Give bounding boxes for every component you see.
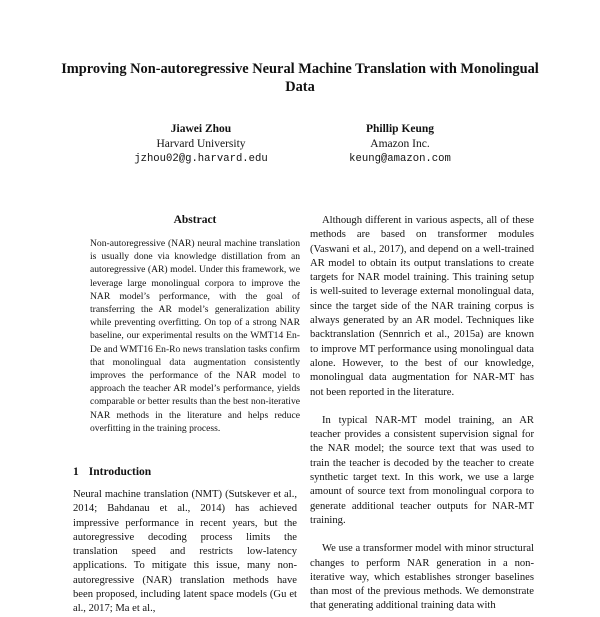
author-email: keung@amazon.com [349, 153, 451, 165]
paper-title: Improving Non-autoregressive Neural Machine Translation with Monolingual Data [61, 61, 539, 95]
introduction-paragraph: Neural machine translation (NMT) (Sutskever et al., 2014; Bahdanau et al., 2014) has achieved impressive performance in recent years, but the autoregressive decoding process limits the translation speed and restricts low-latency applications. To mitigate this issue, many non-autoregressive (NAR) translation methods have been proposed, including latent space models (Gu et al., 2017; Ma et al., [73, 489, 297, 615]
abstract-text: Non-autoregressive (NAR) neural machine translation is usually done via knowledge distillation from an autoregressive (AR) model. Under this framework, we leverage large monolingual corpora to improve the NAR model’s performance, with the goal of transferring the AR model’s generalization ability while preventing overfitting. On top of a strong NAR baseline, our experimental results on the WMT14 En-De and WMT16 En-Ro news translation tasks confirm that monolingual data augmentation consistently improves the performance of the NAR model to approach the teacher AR model’s performance, yields comparable or better results than the best non-iterative NAR methods in the literature and helps reduce overfitting in the training process. [90, 238, 300, 434]
right-column [310, 214, 534, 614]
author-block-2 [300, 122, 500, 167]
section-title: Introduction [88, 466, 152, 478]
body-paragraph: Although different in various aspects, all of these methods are based on transformer modules (Vaswani et al., 2017), and depend on a well-trained AR model to obtain its output translations to create targets for NAR model training. This training setup is well-suited to leverage external monolingual data, since the target side of the NAR training corpus is always generated by an AR model. Techniques like backtranslation (Sennrich et al., 2015a) are known to improve MT performance using monolingual data alone. However, to the best of our knowledge, monolingual data augmentation for NAR-MT has not been reported in the literature. [310, 215, 534, 398]
section-number: 1 [73, 466, 79, 478]
author-name: Phillip Keung [365, 123, 435, 135]
author-name: Jiawei Zhou [170, 123, 232, 135]
section-heading-introduction [73, 466, 151, 478]
author-affiliation: Harvard University [156, 138, 246, 150]
author-email: jzhou02@g.harvard.edu [134, 153, 268, 165]
abstract-heading: Abstract [173, 214, 217, 226]
author-affiliation: Amazon Inc. [370, 138, 430, 150]
body-paragraph: We use a transformer model with minor structural changes to perform NAR generation in a non-iterative way, which establishes stronger baselines than most of the previous methods. We demonstrate that generating additional training data with [310, 543, 534, 612]
author-block-1 [101, 122, 301, 167]
body-paragraph: In typical NAR-MT model training, an AR teacher provides a consistent supervision signal for the NAR model; the source text that was used to train the teacher is decoded by the teacher to create synthetic target text. In this work, we use a large amount of source text from monolingual corpora to generate additional teacher outputs for NAR-MT training. [310, 414, 534, 526]
